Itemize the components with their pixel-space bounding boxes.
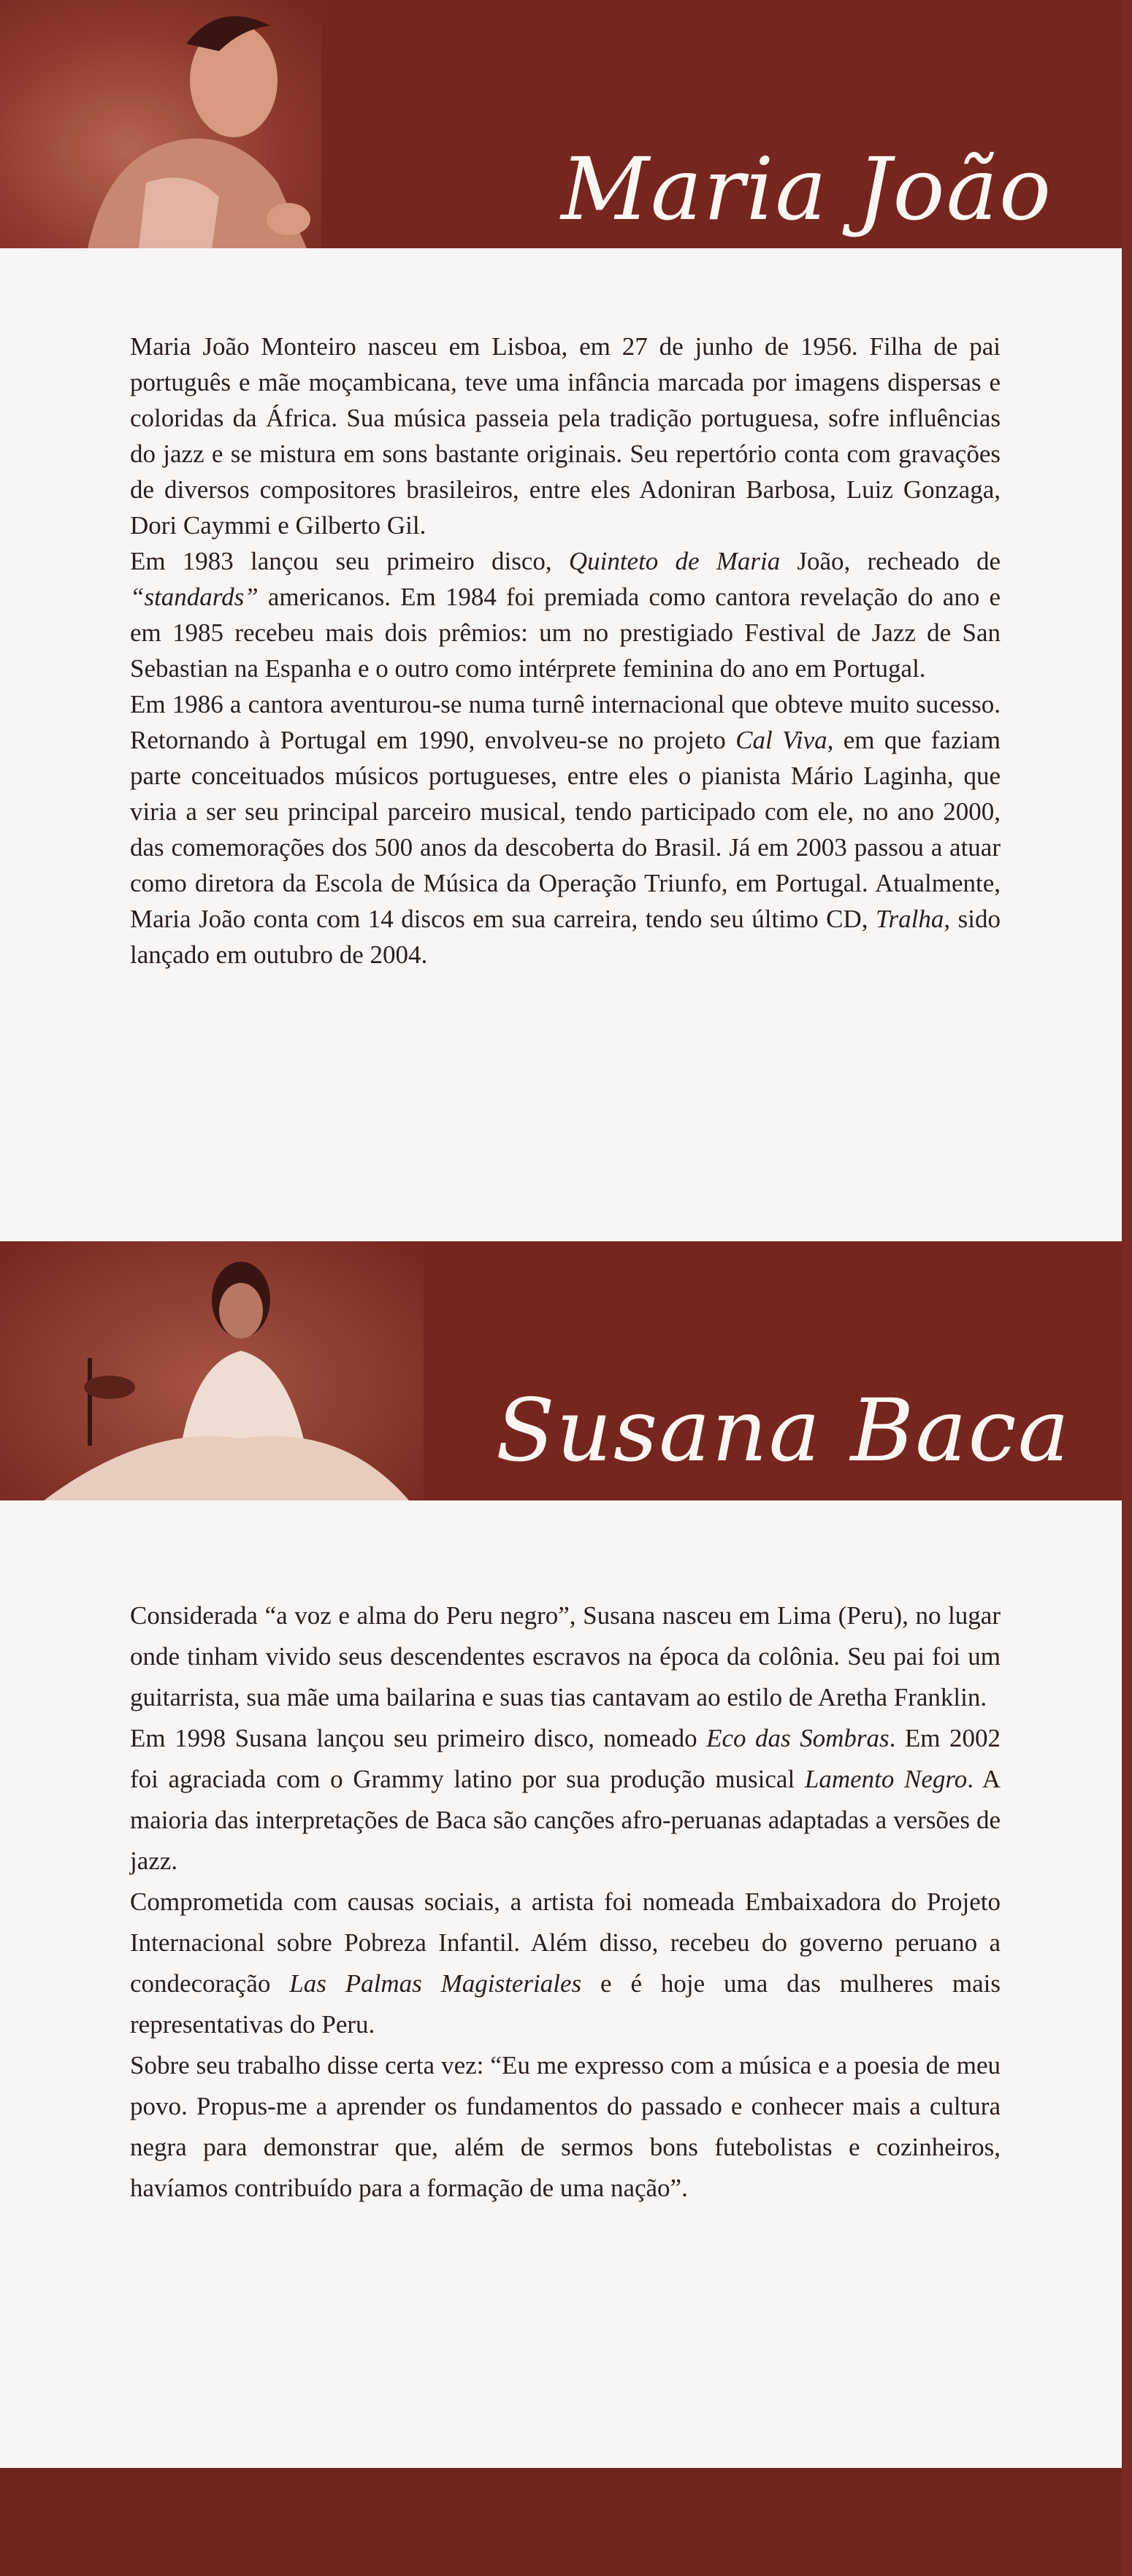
susana-baca-card bbox=[0, 1500, 1122, 2468]
album-title: Tralha bbox=[876, 905, 944, 933]
bio-paragraph: Considerada “a voz e alma do Peru negro”, Susana nasceu em Lima (Peru), no lugar onde tinham vivido seus descendentes escravos na época da colônia. Seu pai foi um guitarrista, sua mãe uma bailarina e suas tias cantavam ao estilo de Aretha Franklin. bbox=[130, 1601, 1001, 1711]
susana-baca-bio bbox=[130, 1595, 1001, 2209]
page-edge bbox=[1122, 0, 1132, 2576]
album-title: Eco das Sombras bbox=[706, 1724, 890, 1752]
maria-joao-card bbox=[0, 248, 1122, 1241]
bio-paragraph: Sobre seu trabalho disse certa vez: “Eu me expresso com a música e a poesia de meu povo. Propus-me a aprender os fundamentos do passado e conhecer mais a cultura negra para demonstrar que, além de sermos bons futebolistas e cozinheiros, havíamos contribuído para a formação de uma nação”. bbox=[130, 2051, 1001, 2202]
susana-baca-photo bbox=[0, 1241, 424, 1500]
maria-joao-photo bbox=[0, 0, 321, 248]
susana-baca-name: Susana Baca bbox=[495, 1380, 1071, 1481]
susana-baca-banner bbox=[0, 1241, 1122, 1500]
maria-joao-name: Maria João bbox=[561, 139, 1052, 239]
footer-band bbox=[0, 2468, 1122, 2576]
award-title: Las Palmas Magisteriales bbox=[289, 1969, 582, 1998]
album-title: Lamento Negro bbox=[804, 1765, 968, 1793]
album-title: Quinteto de Maria bbox=[568, 547, 781, 575]
project-title: Cal Viva bbox=[735, 726, 827, 754]
bio-paragraph: Maria João Monteiro nasceu em Lisboa, em 27 de junho de 1956. Filha de pai português e mãe moçambicana, teve uma infância marcada por imagens dispersas e coloridas da África. Sua música passeia pela tradição portuguesa, sofre influências do jazz e se mistura em sons bastante originais. Seu repertório conta com gravações de diversos compositores brasileiros, entre eles Adoniran Barbosa, Luiz Gonzaga, Dori Caymmi e Gilberto Gil. bbox=[130, 332, 1001, 540]
bio-paragraph: Comprometida com causas sociais, a artista foi nomeada Embaixadora do Projeto Internacional sobre Pobreza Infantil. Além disso, recebeu do governo peruano a condecoração Las Palmas Magisteriales e é hoje uma das mulheres mais representativas do Peru. bbox=[130, 1887, 1001, 2039]
bio-paragraph: Em 1986 a cantora aventurou-se numa turnê internacional que obteve muito sucesso. Retornando à Portugal em 1990, envolveu-se no projeto Cal Viva, em que faziam parte conceituados músicos portugueses, entre eles o pianista Mário Laginha, que viria a ser seu principal parceiro musical, tendo participado com ele, no ano 2000, das comemorações dos 500 anos da descoberta do Brasil. Já em 2003 passou a atuar como diretora da Escola de Música da Operação Triunfo, em Portugal. Atualmente, Maria João conta com 14 discos em sua carreira, tendo seu último CD, Tralha, sido lançado em outubro de 2004. bbox=[130, 690, 1001, 969]
maria-joao-bio bbox=[130, 329, 1001, 973]
bio-paragraph: Em 1983 lançou seu primeiro disco, Quinteto de Maria João, recheado de “standards” americanos. Em 1984 foi premiada como cantora revelação do ano e em 1985 recebeu mais dois prêmios: um no prestigiado Festival de Jazz de San Sebastian na Espanha e o outro como intérprete feminina do ano em Portugal. bbox=[130, 547, 1001, 683]
bio-paragraph: Em 1998 Susana lançou seu primeiro disco, nomeado Eco das Sombras. Em 2002 foi agraciada com o Grammy latino por sua produção musical Lamento Negro. A maioria das interpretações de Baca são canções afro-peruanas adaptadas a versões de jazz. bbox=[130, 1724, 1001, 1875]
maria-joao-banner bbox=[0, 0, 1122, 248]
